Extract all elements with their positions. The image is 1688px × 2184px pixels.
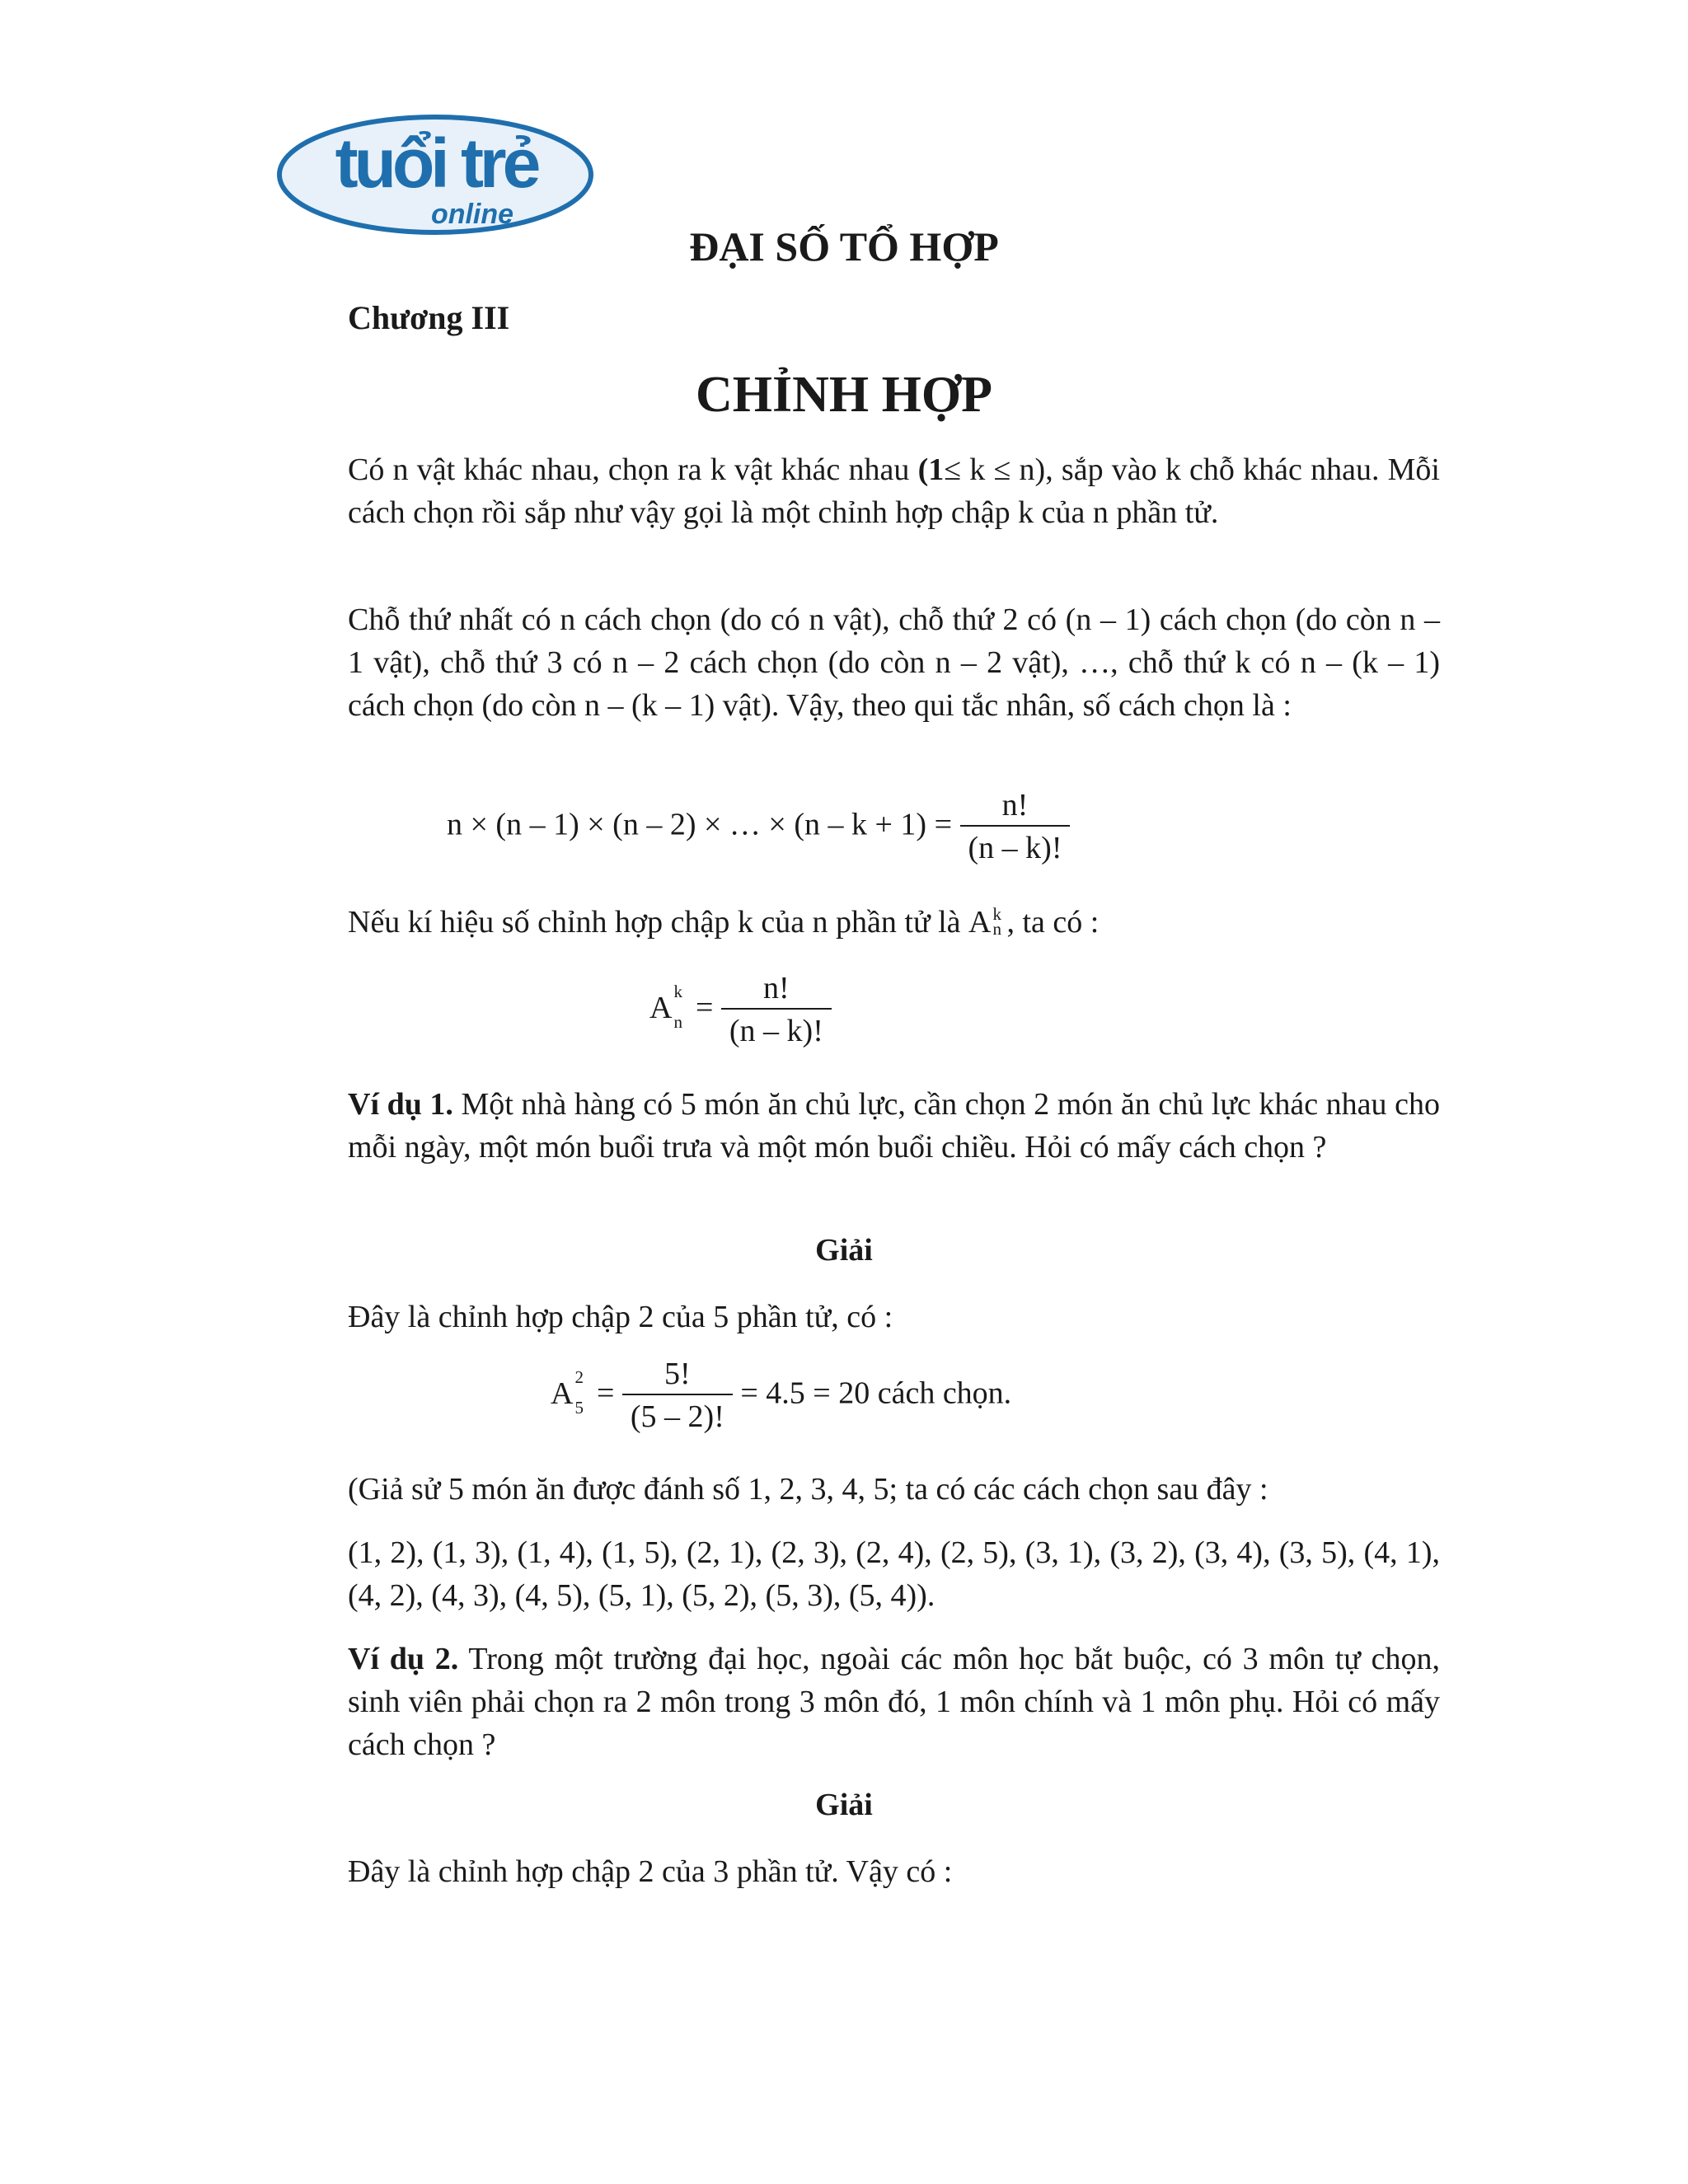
logo-sub-text: online (430, 199, 514, 230)
chapter-label: Chương III (348, 299, 510, 336)
solution-1-text: Đây là chỉnh hợp chập 2 của 5 phần tử, có : (348, 1300, 893, 1334)
section-title: CHỈNH HỢP (696, 367, 992, 423)
enumeration-intro: (Giả sử 5 món ăn được đánh số 1, 2, 3, 4, 5; ta có các cách chọn sau đây : (348, 1472, 1268, 1507)
arrangement-formula: A k n = $\frac{n!}{(n - k)!}$ (649, 968, 832, 1052)
enumeration-list: (1, 2), (1, 3), (1, 4), (1, 5), (2, 1), (2, 3), (2, 4), (2, 5), (3, 1), (3, 2), (3, 4), (3, 5), (4, 1), (4, 2), (4, 3), (4, 5), (5, 1), (5, 2), (5, 3), (5, 4)). (348, 1535, 1440, 1613)
example-1: Ví dụ 1. Một nhà hàng có 5 món ăn chủ lực, cần chọn 2 món ăn chủ lực khác nhau cho mỗi ngày, một món buổi trưa và một món buổi chiều. Hỏi có mấy cách chọn ? (348, 1087, 1440, 1165)
notation-paragraph: Nếu kí hiệu số chỉnh hợp chập k của n phần tử là A k n , ta có : (348, 901, 1440, 944)
arrangement-symbol: A k n (968, 904, 1001, 940)
solution-heading-1: Giải (815, 1233, 873, 1268)
solution-2-text: Đây là chỉnh hợp chập 2 của 3 phần tử. Vậy có : (348, 1854, 953, 1889)
tuoi-tre-logo (274, 111, 596, 239)
logo-main-text: tuổi trẻ (335, 124, 537, 202)
solution-heading-2: Giải (815, 1788, 873, 1822)
definition-paragraph: Có n vật khác nhau, chọn ra k vật khác nhau (1≤ k ≤ n), sắp vào k chỗ khác nhau. Mỗi cách chọn rồi sắp như vậy gọi là một chỉnh hợp chập k của n phần tử. (348, 452, 1440, 530)
product-formula: n × (n – 1) × (n – 2) × … × (n – k + 1) = $\frac{n!}{(n - k)!}$ (447, 785, 1070, 869)
derivation-paragraph: Chỗ thứ nhất có n cách chọn (do có n vật), chỗ thứ 2 có (n – 1) cách chọn (do còn n – 1 vật), chỗ thứ 3 có n – 2 cách chọn (do còn n – 2 vật), …, chỗ thứ k có n – (k – 1) cách chọn (do còn n – (k – 1) vật). Vậy, theo qui tắc nhân, số cách chọn là : (348, 602, 1440, 723)
factorial-fraction: $\frac{n!}{(n - k)!}$ (960, 785, 1071, 869)
example-2: Ví dụ 2. Trong một trường đại học, ngoài các môn học bắt buộc, có 3 môn tự chọn, sinh viên phải chọn ra 2 môn trong 3 môn đó, 1 môn chính và 1 môn phụ. Hỏi có mấy cách chọn ? (348, 1642, 1440, 1762)
document-title: ĐẠI SỐ TỔ HỢP (689, 223, 999, 269)
example-1-formula: A 2 5 = $\frac{5!}{(5 - 2)!}$ = 4.5 = 20 cách chọn. (551, 1354, 1011, 1438)
